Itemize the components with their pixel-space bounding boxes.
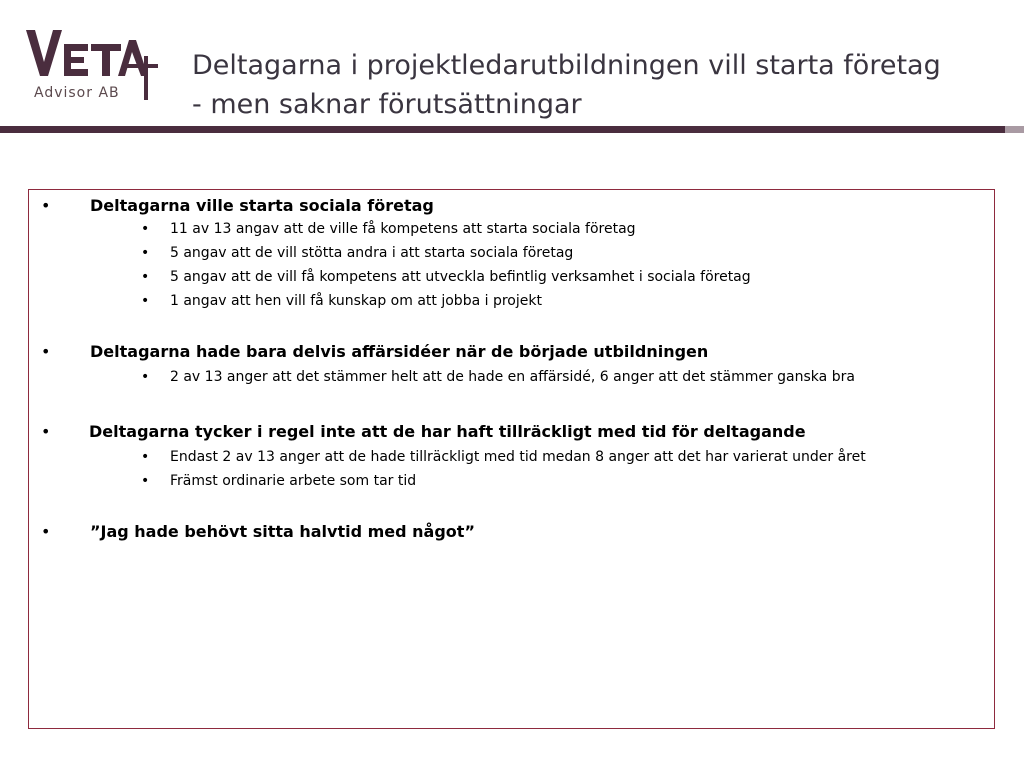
slide-title bbox=[192, 46, 1002, 124]
list-item-text: 1 angav att hen vill få kunskap om att jobba i projekt bbox=[170, 293, 542, 309]
bullet-icon: • bbox=[141, 449, 150, 465]
bullet-icon: • bbox=[141, 221, 150, 237]
list-item-text: 5 angav att de vill få kompetens att utveckla befintlig verksamhet i sociala företag bbox=[170, 269, 751, 285]
company-logo bbox=[26, 30, 162, 106]
bullet-icon: • bbox=[41, 196, 51, 215]
logo-subtitle: Advisor AB bbox=[34, 85, 120, 101]
list-item-text: Främst ordinarie arbete som tar tid bbox=[170, 473, 417, 489]
section-heading: Deltagarna tycker i regel inte att de har haft tillräckligt med tid för deltagande bbox=[89, 422, 806, 441]
section-heading: Deltagarna hade bara delvis affärsidéer när de började utbildningen bbox=[90, 342, 709, 361]
slide-title-line-1: Deltagarna i projektledarutbildningen vill starta företag bbox=[192, 50, 941, 81]
bullet-icon: • bbox=[141, 369, 150, 385]
bullet-icon: • bbox=[141, 269, 150, 285]
list-item-text: 11 av 13 angav att de ville få kompetens att starta sociala företag bbox=[170, 221, 636, 237]
list-item-text: Endast 2 av 13 anger att de hade tillräckligt med tid medan 8 anger att det har varierat under året bbox=[170, 449, 866, 465]
content-box bbox=[28, 189, 995, 729]
bullet-icon: • bbox=[41, 342, 51, 361]
quote-text: ”Jag hade behövt sitta halvtid med något” bbox=[90, 522, 475, 541]
list-item-text: 2 av 13 anger att det stämmer helt att de hade en affärsidé, 6 anger att det stämmer ganska bra bbox=[170, 369, 855, 385]
bullet-icon: • bbox=[41, 522, 51, 541]
section-heading: Deltagarna ville starta sociala företag bbox=[90, 196, 434, 215]
bullet-icon: • bbox=[141, 245, 150, 261]
list-item-text: 5 angav att de vill stötta andra i att starta sociala företag bbox=[170, 245, 574, 261]
bullet-icon: • bbox=[141, 293, 150, 309]
header-divider bbox=[0, 126, 1005, 133]
bullet-icon: • bbox=[141, 473, 150, 489]
header-divider-end bbox=[1005, 126, 1024, 133]
bullet-icon: • bbox=[41, 422, 51, 441]
slide-title-line-2: - men saknar förutsättningar bbox=[192, 89, 582, 120]
